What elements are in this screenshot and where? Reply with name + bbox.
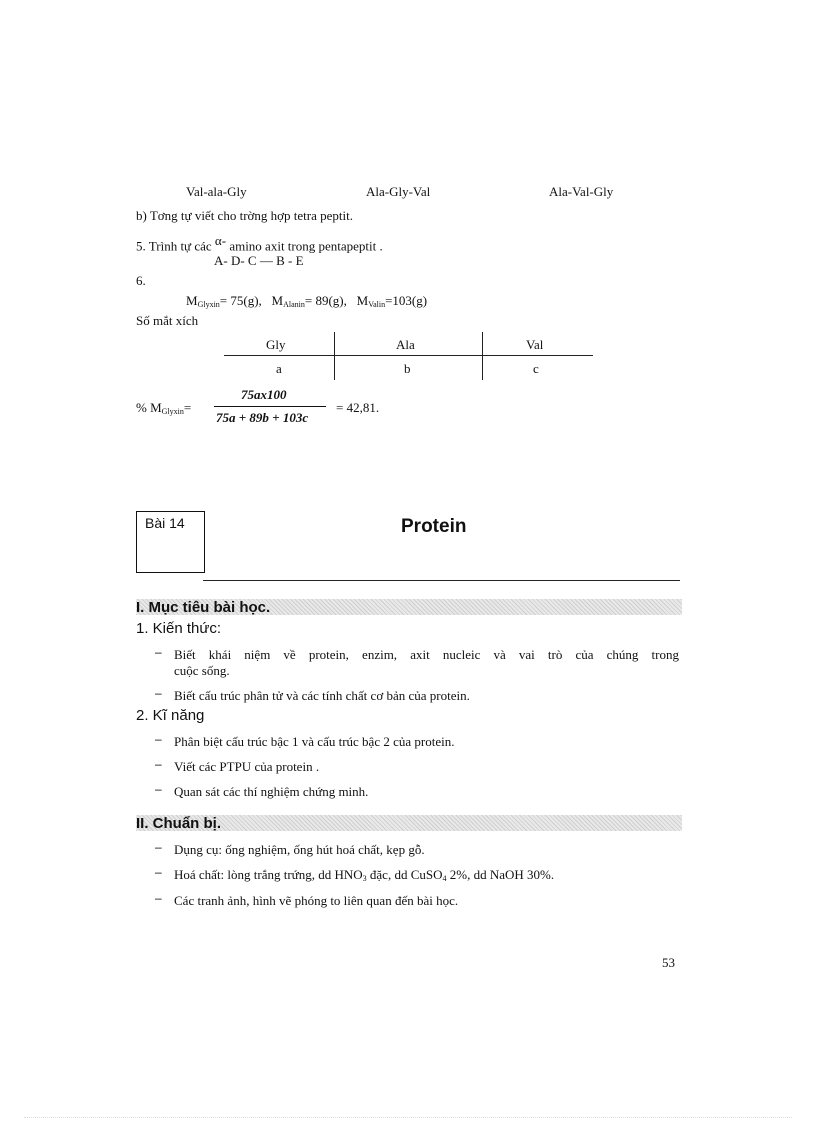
bullet-dash: – [155,782,162,796]
section-1-title: I. Mục tiêu bài học. [136,599,271,616]
bullet-dash: – [155,686,162,700]
bullet-dash: – [155,865,162,879]
molar-ala-sub: Alanin [283,300,305,309]
bullet-dash: – [155,645,162,659]
molar-gly-value: = 75(g), [219,293,262,308]
table-divider-2 [482,332,483,380]
knowledge-title: 1. Kiến thức: [136,620,222,637]
isomer-3: Ala-Val-Gly [549,184,614,199]
prep-item-2-c: 2%, dd NaOH 30%. [446,867,555,882]
table-cell-a: a [276,361,282,376]
knowledge-item-2: Biết cấu trúc phân tử và các tính chất cơ bản của protein. [174,688,470,703]
molar-gly-label: M [186,293,198,308]
molar-masses [186,293,427,309]
bullet-dash: – [155,732,162,746]
table-cell-b: b [404,361,411,376]
prep-item-2-sub1: 3 [362,874,367,883]
prep-item-1: Dụng cụ: ống nghiệm, ống hút hoá chất, kẹp gỗ. [174,842,425,857]
section-2-title: II. Chuẩn bị. [136,815,221,832]
isomer-2: Ala-Gly-Val [366,184,431,199]
molar-val-sub: Valin [368,300,386,309]
table-header-gly: Gly [266,337,286,352]
percent-eq: = [183,400,192,415]
fraction-bar [214,406,326,407]
percent-prefix [136,400,191,416]
amino-sequence: A- D- C — B - E [214,253,304,268]
alpha-symbol: α- [214,233,227,248]
percent-sub: Glyxin [161,407,184,416]
molar-ala-label: M [271,293,284,308]
item-5-suffix: amino axit trong pentapeptit . [226,238,383,254]
prep-item-2-sub2: 4 [442,874,447,883]
page-bottom-rule [24,1117,792,1118]
item-6: 6. [136,273,146,288]
table-header-val: Val [526,337,544,352]
table-cell-c: c [533,361,539,376]
molar-val-value: =103(g) [385,293,428,308]
table-header-ala: Ala [396,337,415,352]
item-5-prefix: 5. Trình tự các [136,238,212,254]
bullet-dash: – [155,840,162,854]
bullet-dash: – [155,757,162,771]
page-number: 53 [662,955,675,970]
lesson-number: Bài 14 [145,515,185,531]
skills-item-1: Phân biệt cấu trúc bậc 1 và cấu trúc bậc 2 của protein. [174,734,455,749]
knowledge-item-1-cont: cuộc sống. [174,663,230,678]
molar-ala-value: = 89(g), [304,293,347,308]
skills-title: 2. Kĩ năng [136,707,205,724]
table-header-rule [224,355,593,356]
prep-item-2-b: đặc, dd CuSO [366,867,443,882]
isomer-1: Val-ala-Gly [186,184,247,199]
bullet-dash: – [155,891,162,905]
lesson-underline [203,580,680,581]
links-label: Số mắt xích [136,313,199,328]
skills-item-3: Quan sát các thí nghiệm chứng minh. [174,784,369,799]
prep-item-2-a: Hoá chất: lòng trắng trứng, dd HNO [174,867,363,882]
molar-gly-sub: Glyxin [197,300,220,309]
molar-val-label: M [356,293,369,308]
percent-result: = 42,81. [336,400,380,415]
prep-item-2 [174,867,554,887]
skills-item-2: Viết các PTPU của protein . [174,759,320,774]
fraction-numerator: 75ax100 [241,387,287,402]
fraction-denominator: 75a + 89b + 103c [216,410,309,425]
prep-item-3: Các tranh ảnh, hình vẽ phóng to liên quan đến bài học. [174,893,459,908]
lesson-title: Protein [401,516,467,537]
item-b: b) Tơng tự viết cho trờng hợp tetra peptit. [136,208,353,223]
knowledge-item-1: Biết khái niệm về protein, enzim, axit nucleic và vai trò của chúng trong [174,647,679,662]
percent-m: % M [136,400,162,415]
table-divider-1 [334,332,335,380]
item-5 [136,233,383,254]
